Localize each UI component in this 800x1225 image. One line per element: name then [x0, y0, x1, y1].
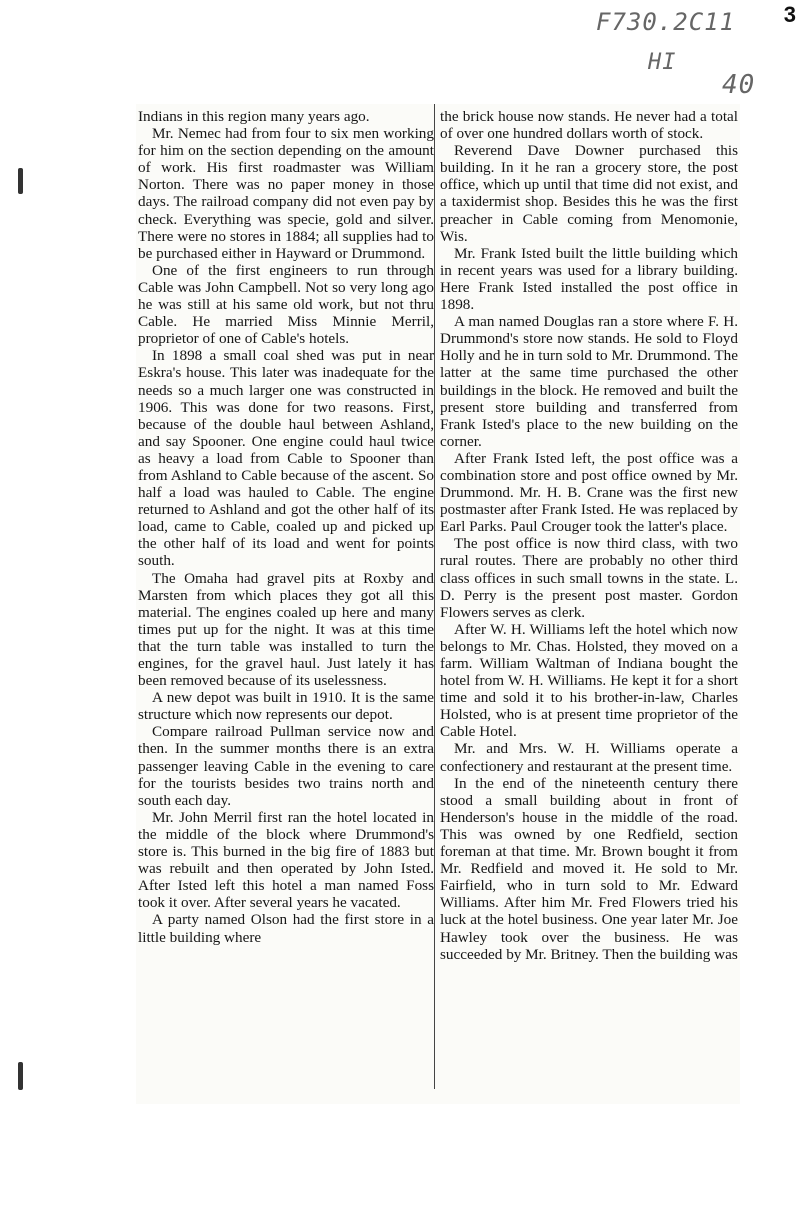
left-column — [138, 108, 434, 946]
handwritten-mark: HI — [648, 50, 677, 75]
handwritten-catalog-code: F730.2C11 — [596, 8, 736, 36]
binding-hole-mark — [18, 168, 23, 194]
binding-hole-mark — [18, 1062, 23, 1090]
paragraph: A party named Olson had the first store in a little building where — [138, 911, 434, 946]
paragraph: Mr. John Merril first ran the hotel located in the middle of the block where Drummond's store is. This burned in the big fire of 1883 but was rebuilt and then operated by John Isted. After Isted left this hotel a man named Foss took it over. After several years he vacated. — [138, 808, 434, 912]
paragraph: After W. H. Williams left the hotel which now belongs to Mr. Chas. Holsted, they moved on a farm. William Waltman of Indiana bought the hotel from W. H. Williams. He kept it for a short time and sold it to his brother-in-law, Charles Holsted, who is at present time proprietor of the Cable Hotel. — [440, 620, 738, 741]
right-column — [440, 108, 738, 963]
paragraph: A man named Douglas ran a store where F. H. Drummond's store now stands. He sold to Floyd Holly and he in turn sold to Mr. Drummond. The latter at the same time purchased the other buildings in the block. He removed and built the present store building and transferred from Frank Isted's place to the new building on the corner. — [440, 313, 738, 450]
handwritten-number: 40 — [722, 70, 756, 100]
column-rule — [434, 104, 435, 1089]
page-number: 3 — [783, 2, 796, 27]
paragraph: the brick house now stands. He never had a total of over one hundred dollars worth of stock. — [440, 108, 738, 143]
paragraph: The post office is now third class, with two rural routes. There are probably no other third class offices in such small towns in the state. L. D. Perry is the present post master. Gordon Flowers serves as clerk. — [440, 535, 738, 621]
paragraph: In the end of the nineteenth century there stood a small building about in front of Henderson's house in the middle of the road. This was owned by one Redfield, section foreman at that time. Mr. Brown bought it from Mr. Redfield and moved it. He sold to Mr. Fairfield, who in turn sold to Mr. Edward Williams. After him Mr. Fred Flowers tried his luck at the hotel business. One year later Mr. Joe Hawley took over the business. He was succeeded by Mr. Britney. Then the building was — [440, 774, 738, 963]
paragraph: In 1898 a small coal shed was put in near Eskra's house. This later was inadequate for the needs so a much larger one was constructed in 1906. This was done for two reasons. First, because of the double haul between Ashland, and say Spooner. One engine could haul twice as heavy a load from Cable to Spooner than from Ashland to Cable because of the ascent. So half a load was hauled to Cable. The engine returned to Ashland and got the other half of its load, came to Cable, coaled up and picked up the other half of its load and went for points south. — [138, 347, 434, 570]
paragraph: Mr. Frank Isted built the little building which in recent years was used for a library building. Here Frank Isted installed the post office in 1898. — [440, 244, 738, 314]
paragraph: Mr. Nemec had from four to six men working for him on the section depending on the amount of work. His first roadmaster was William Norton. There was no paper money in those days. The railroad company did not even pay by check. Everything was specie, gold and silver. There were no stores in 1884; all supplies had to be purchased either in Hayward or Drummond. — [138, 125, 434, 262]
paragraph: After Frank Isted left, the post office was a combination store and post office owned by Mr. Drummond. Mr. H. B. Crane was the first new postmaster after Frank Isted. He was replaced by Earl Parks. Paul Crouger took the latter's place. — [440, 449, 738, 536]
paragraph: Reverend Dave Downer purchased this building. In it he ran a grocery store, the post office, which up until that time did not exist, and a taxidermist shop. Besides this he was the first preacher in Cable coming from Menomonie, Wis. — [440, 142, 738, 245]
paragraph: A new depot was built in 1910. It is the same structure which now represents our depot. — [138, 689, 434, 724]
paragraph: One of the first engineers to run through Cable was John Campbell. Not so very long ago he was still at his same old work, but not thru Cable. He married Miss Minnie Merril, proprietor of one of Cable's hotels. — [138, 261, 434, 348]
paragraph: The Omaha had gravel pits at Roxby and Marsten from which places they got all this material. The engines coaled up here and many times put up for the night. It was at this time that the turn table was installed to turn the engines, for the gravel haul. Just lately it has been removed because of its uselessness. — [138, 569, 434, 690]
paragraph: Mr. and Mrs. W. H. Williams operate a confectionery and restaurant at the present time. — [440, 740, 738, 775]
paragraph: Compare railroad Pullman service now and then. In the summer months there is an extra passenger leaving Cable in the evening to care for the tourists besides two trains north and south each day. — [138, 723, 434, 809]
paragraph: Indians in this region many years ago. — [138, 108, 370, 125]
